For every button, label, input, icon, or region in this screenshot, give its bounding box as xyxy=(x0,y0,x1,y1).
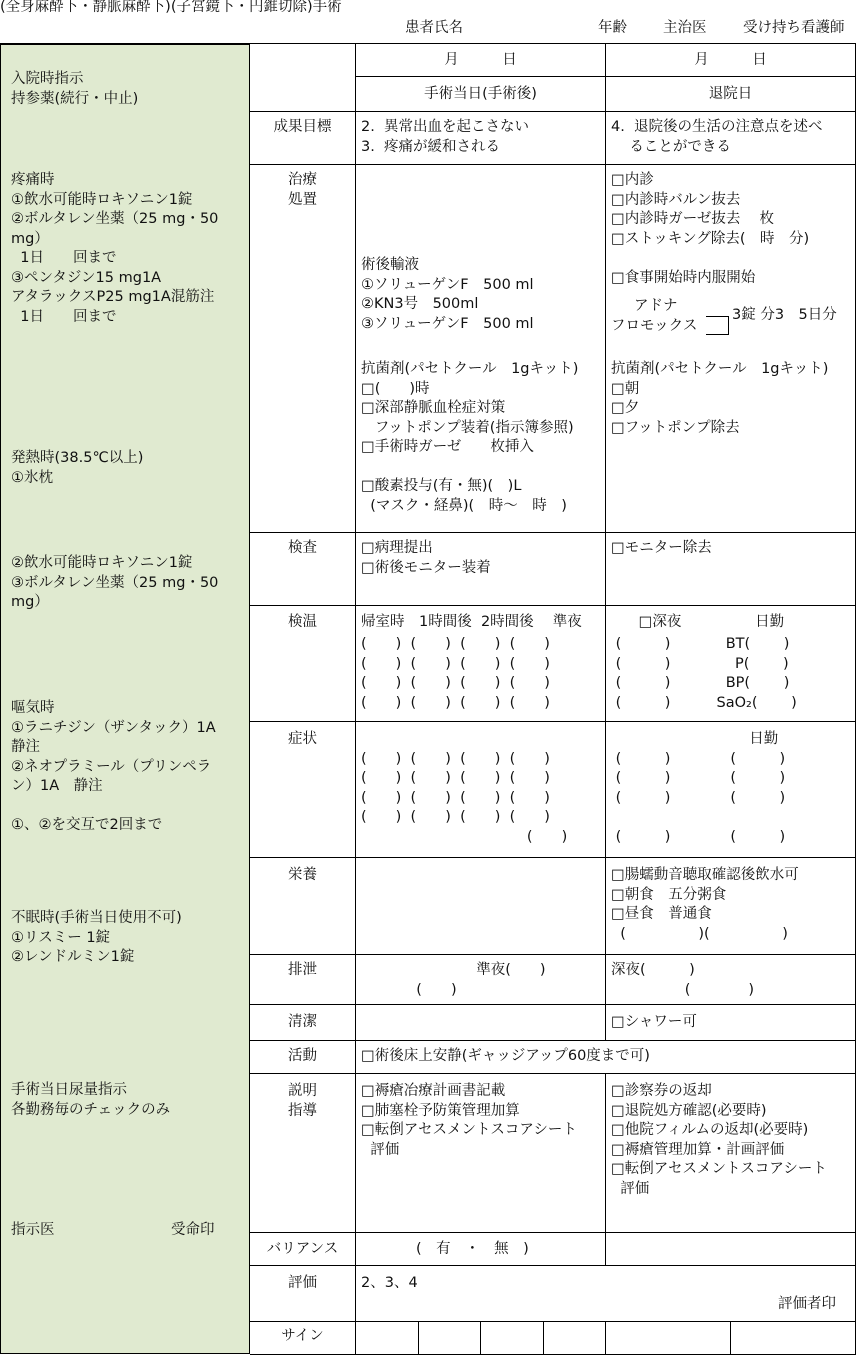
symptoms-day1: ( ) ( ) ( ) ( ) ( ) ( ) ( ) ( ) ( ) ( ) ( ) ( ) ( ) ( ) ( ) ( ) ( ) xyxy=(361,750,568,845)
row-label-explanation: 説明 指導 xyxy=(288,1083,317,1119)
grid-line xyxy=(355,43,356,1354)
treatment-day1-antibiotics: 抗菌剤(パセトクール 1gキット) □( )時 □深部静脈血栓症対策 フットポンプ装着(指示簿参照) □手術時ガーゼ 枚挿入 □酸素投与(有・無)( )L (マスク・経鼻)( 時～ 時 ) xyxy=(361,361,579,514)
row-label-evaluation: 評価 xyxy=(288,1275,317,1291)
temp-day2-values: ( ) BT( ) ( ) P( ) ( ) BP( ) ( ) SaO₂( ) xyxy=(615,636,797,711)
excretion-day1: 準夜( ) ( ) xyxy=(416,962,546,998)
explanation-day1: □褥瘡冶療計画書記載 □肺塞栓予防策管理加算 □転倒アセスメントスコアシート 評価 xyxy=(361,1083,577,1158)
grid-line xyxy=(250,532,856,533)
fever-meds: ②飲水可能時ロキソニン1錠 ③ボルタレン坐薬（25 mg・50 mg） xyxy=(11,555,219,610)
grid-line xyxy=(250,954,856,955)
goals-day2: 4. 退院後の生活の注意点を述べ ることができる xyxy=(611,119,823,155)
row-label-activity: 活動 xyxy=(288,1048,317,1064)
drug-bracket xyxy=(706,316,729,335)
goals-day1: 2. 異常出血を起こさない 3. 疼痛が緩和される xyxy=(361,119,530,155)
grid-line xyxy=(250,1073,856,1074)
treatment-day1-infusion: 術後輸液 ①ソリューゲンF 500 ml ②KN3号 500ml ③ソリューゲンF 500 ml xyxy=(361,257,534,332)
pain-orders: 疼痛時 ①飲水可能時ロキソニン1錠 ②ボルタレン坐薬（25 mg・50 mg） 1日 回まで ③ペンタジン15 mg1A アタラックスP25 mg1A混筋注 1日 回まで xyxy=(11,172,219,325)
evaluator-stamp-label: 評価者印 xyxy=(778,1296,836,1312)
row-label-treatment: 治療 処置 xyxy=(288,172,317,208)
patient-name-label: 患者氏名 xyxy=(405,20,463,36)
column-surgery-day: 手術当日(手術後) xyxy=(424,86,537,102)
grid-line xyxy=(250,111,856,112)
grid-line xyxy=(605,43,606,1040)
grid-line xyxy=(605,1321,606,1354)
grid-line xyxy=(480,1321,481,1354)
row-label-hygiene: 清潔 xyxy=(288,1014,317,1030)
date-day2: 月 日 xyxy=(694,52,767,68)
exam-day1: □病理提出 □術後モニター装着 xyxy=(361,540,491,576)
temp-day1-values: ( ) ( ) ( ) ( ) ( ) ( ) ( ) ( ) ( ) ( ) ( ) ( ) ( ) ( ) ( ) ( ) xyxy=(361,636,550,711)
column-discharge-day: 退院日 xyxy=(708,86,753,102)
temp-day1-header: 帰室時 1時間後 2時間後 準夜 xyxy=(361,614,582,630)
admission-orders: 入院時指示 持参薬(続行・中止) xyxy=(11,71,139,107)
symptoms-day2: 日勤 ( ) ( ) ( ) ( ) ( ) ( ) ( ) ( ) xyxy=(615,731,786,845)
evaluation-value: 2、3、4 xyxy=(361,1275,418,1291)
grid-line xyxy=(730,1321,731,1354)
grid-line xyxy=(250,1004,856,1005)
row-label-variance: バリアンス xyxy=(266,1241,339,1257)
age-label: 年齢 xyxy=(598,20,627,36)
row-label-goals: 成果目標 xyxy=(273,119,332,135)
grid-line xyxy=(250,1040,856,1041)
grid-line xyxy=(418,1321,419,1354)
row-label-sign: サイン xyxy=(281,1328,324,1344)
row-label-symptoms: 症状 xyxy=(288,731,317,747)
grid-line xyxy=(250,721,856,722)
row-label-temperature: 検温 xyxy=(288,614,317,630)
row-label-exam: 検査 xyxy=(288,540,317,556)
order-sidebar xyxy=(0,44,250,1354)
exam-day2: □モニター除去 xyxy=(611,540,712,556)
drug-flomox: フロモックス xyxy=(611,318,698,334)
grid-line xyxy=(250,164,856,165)
excretion-day2: 深夜( ) ( ) xyxy=(611,962,755,998)
doctor-sign-label: 指示医 xyxy=(11,1222,55,1238)
fever-orders: 発熱時(38.5℃以上) ①氷枕 xyxy=(11,450,144,486)
grid-line xyxy=(250,1321,856,1322)
treatment-day2-antibiotics: 抗菌剤(パセトクール 1gキット) □朝 □夕 □フットポンプ除去 xyxy=(611,361,829,436)
temp-day2-header: □深夜 日勤 xyxy=(611,614,785,630)
row-label-excretion: 排泄 xyxy=(288,962,317,978)
drug-adona: アドナ xyxy=(634,298,678,314)
form-title: (全身麻酔下・静脈麻酔下)(子宮鏡下・円錐切除)手術 xyxy=(0,0,342,15)
nutrition-day2: □腸蠕動音聴取確認後飲水可 □朝食 五分粥食 □昼食 普通食 ( )( ) xyxy=(611,867,799,942)
grid-line xyxy=(250,1232,856,1233)
grid-line xyxy=(250,605,856,606)
date-day1: 月 日 xyxy=(444,52,517,68)
insomnia-orders: 不眠時(手術当日使用不可) ①リスミー 1錠 ②レンドルミン1錠 xyxy=(11,910,182,965)
hygiene-day2: □シャワー可 xyxy=(611,1014,697,1030)
nurse-label: 受け持ち看護師 xyxy=(743,20,845,36)
urine-orders: 手術当日尿量指示 各勤務毎のチェックのみ xyxy=(11,1082,171,1118)
grid-line xyxy=(0,43,856,44)
variance-day1: ( 有 ・ 無 ) xyxy=(416,1241,529,1257)
drug-dose: 3錠 分3 5日分 xyxy=(732,307,837,323)
receipt-label: 受命印 xyxy=(171,1222,215,1238)
activity-day1: □術後床上安静(ギャッジアップ60度まで可) xyxy=(361,1048,650,1064)
doctor-label: 主治医 xyxy=(663,20,707,36)
nausea-orders: 嘔気時 ①ラニチジン（ザンタック）1A 静注 ②ネオプラミール（プリンペラ ン）1A 静注 ①、②を交互で2回まで xyxy=(11,700,216,833)
treatment-day2-list: □内診 □内診時バルン抜去 □内診時ガーゼ抜去 枚 □ストッキング除去( 時 分) □食事開始時内服開始 xyxy=(611,172,810,286)
row-label-nutrition: 栄養 xyxy=(288,867,317,883)
grid-line xyxy=(605,1073,606,1265)
grid-line xyxy=(250,1265,856,1266)
explanation-day2: □診察券の返却 □退院処方確認(必要時) □他院フィルムの返却(必要時) □褥瘡管理加算・計画評価 □転倒アセスメントスコアシート 評価 xyxy=(611,1083,827,1197)
grid-line xyxy=(250,857,856,858)
grid-line xyxy=(543,1321,544,1354)
